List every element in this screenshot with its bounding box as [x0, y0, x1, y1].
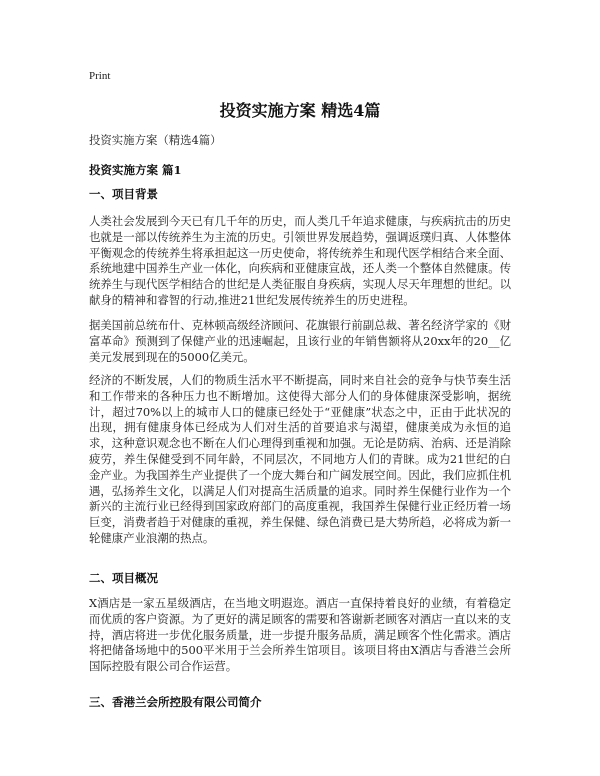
part-title: 投资实施方案 篇1: [89, 163, 182, 177]
section-heading-company: 三、香港兰会所控股有限公司简介: [89, 695, 262, 709]
print-link[interactable]: Print: [89, 70, 111, 82]
section-heading-overview: 二、项目概况: [89, 571, 158, 585]
paragraph-background-3: 经济的不断发展，人们的物质生活水平不断提高，同时来自社会的竞争与快节奏生活和工作带来的各种压力也不断增加。这使得大部分人们的身体健康深受影响，据统计，超过70%以上的城市人口的健康已经处于“亚健康”状态之中，正由于此状况的出现，拥有健康身体已经成为人们对生活的首要追求与渴望，健康美成为永恒的追求，这种意识观念也不断在人们心理得到重视和加强。无论是防病、治病、还是消除疲劳，养生保健受到不同年龄，不同层次，不同地方人们的青睐。成为21世纪的白金产业。为我国养生产业提供了一个庞大舞台和广阔发展空间。因此，我们应抓住机遇，弘扬养生文化，以满足人们对提高生活质量的追求。同时养生保健行业作为一个新兴的主流行业已经得到国家政府部门的高度重视，我国养生保健行业正经历着一场巨变，消费者趋于对健康的重视，养生保健、绿色消费已是大势所趋，必将成为新一轮健康产业浪潮的热点。: [89, 373, 511, 545]
document-subtitle: 投资实施方案（精选4篇）: [89, 133, 222, 147]
document-title: 投资实施方案 精选4篇: [219, 101, 381, 120]
section-heading-background: 一、项目背景: [89, 187, 158, 201]
paragraph-background-1: 人类社会发展到今天已有几千年的历史，而人类几千年追求健康，与疾病抗击的历史也就是一部以传统养生为主流的历史。引领世界发展趋势，强调返璞归真、人体整体平衡观念的传统养生将承担起这一历史使命，将传统养生和现代医学相结合来全面、系统地建中国养生产业一体化，向疾病和亚健康宣战，还人类一个整体自然健康。传统养生与现代医学相结合的世纪是人类征服自身疾病，实现人尽天年理想的世纪。以献身的精神和睿智的行动,推进21世纪发展传统养生的历史进程。: [89, 214, 511, 307]
paragraph-overview-1: X酒店是一家五星级酒店，在当地文明遐迩。酒店一直保持着良好的业绩，有着稳定而优质的客户资源。为了更好的满足顾客的需要和答谢新老顾客对酒店一直以来的支持，酒店将进一步优化服务质量，进一步提升服务品质，满足顾客个性化需求。酒店将把储备场地中的500平米用于兰会所养生馆项目。该项目将由X酒店与香港兰会所国际控股有限公司合作运营。: [89, 596, 511, 674]
paragraph-background-2: 据美国前总统布什、克林顿高级经济顾问、花旗银行前副总裁、著名经济学家的《财富革命》预测到了保健产业的迅速崛起，且该行业的年销售额将从20xx年的20__亿美元发展到现在的5000亿美元。: [89, 318, 511, 364]
